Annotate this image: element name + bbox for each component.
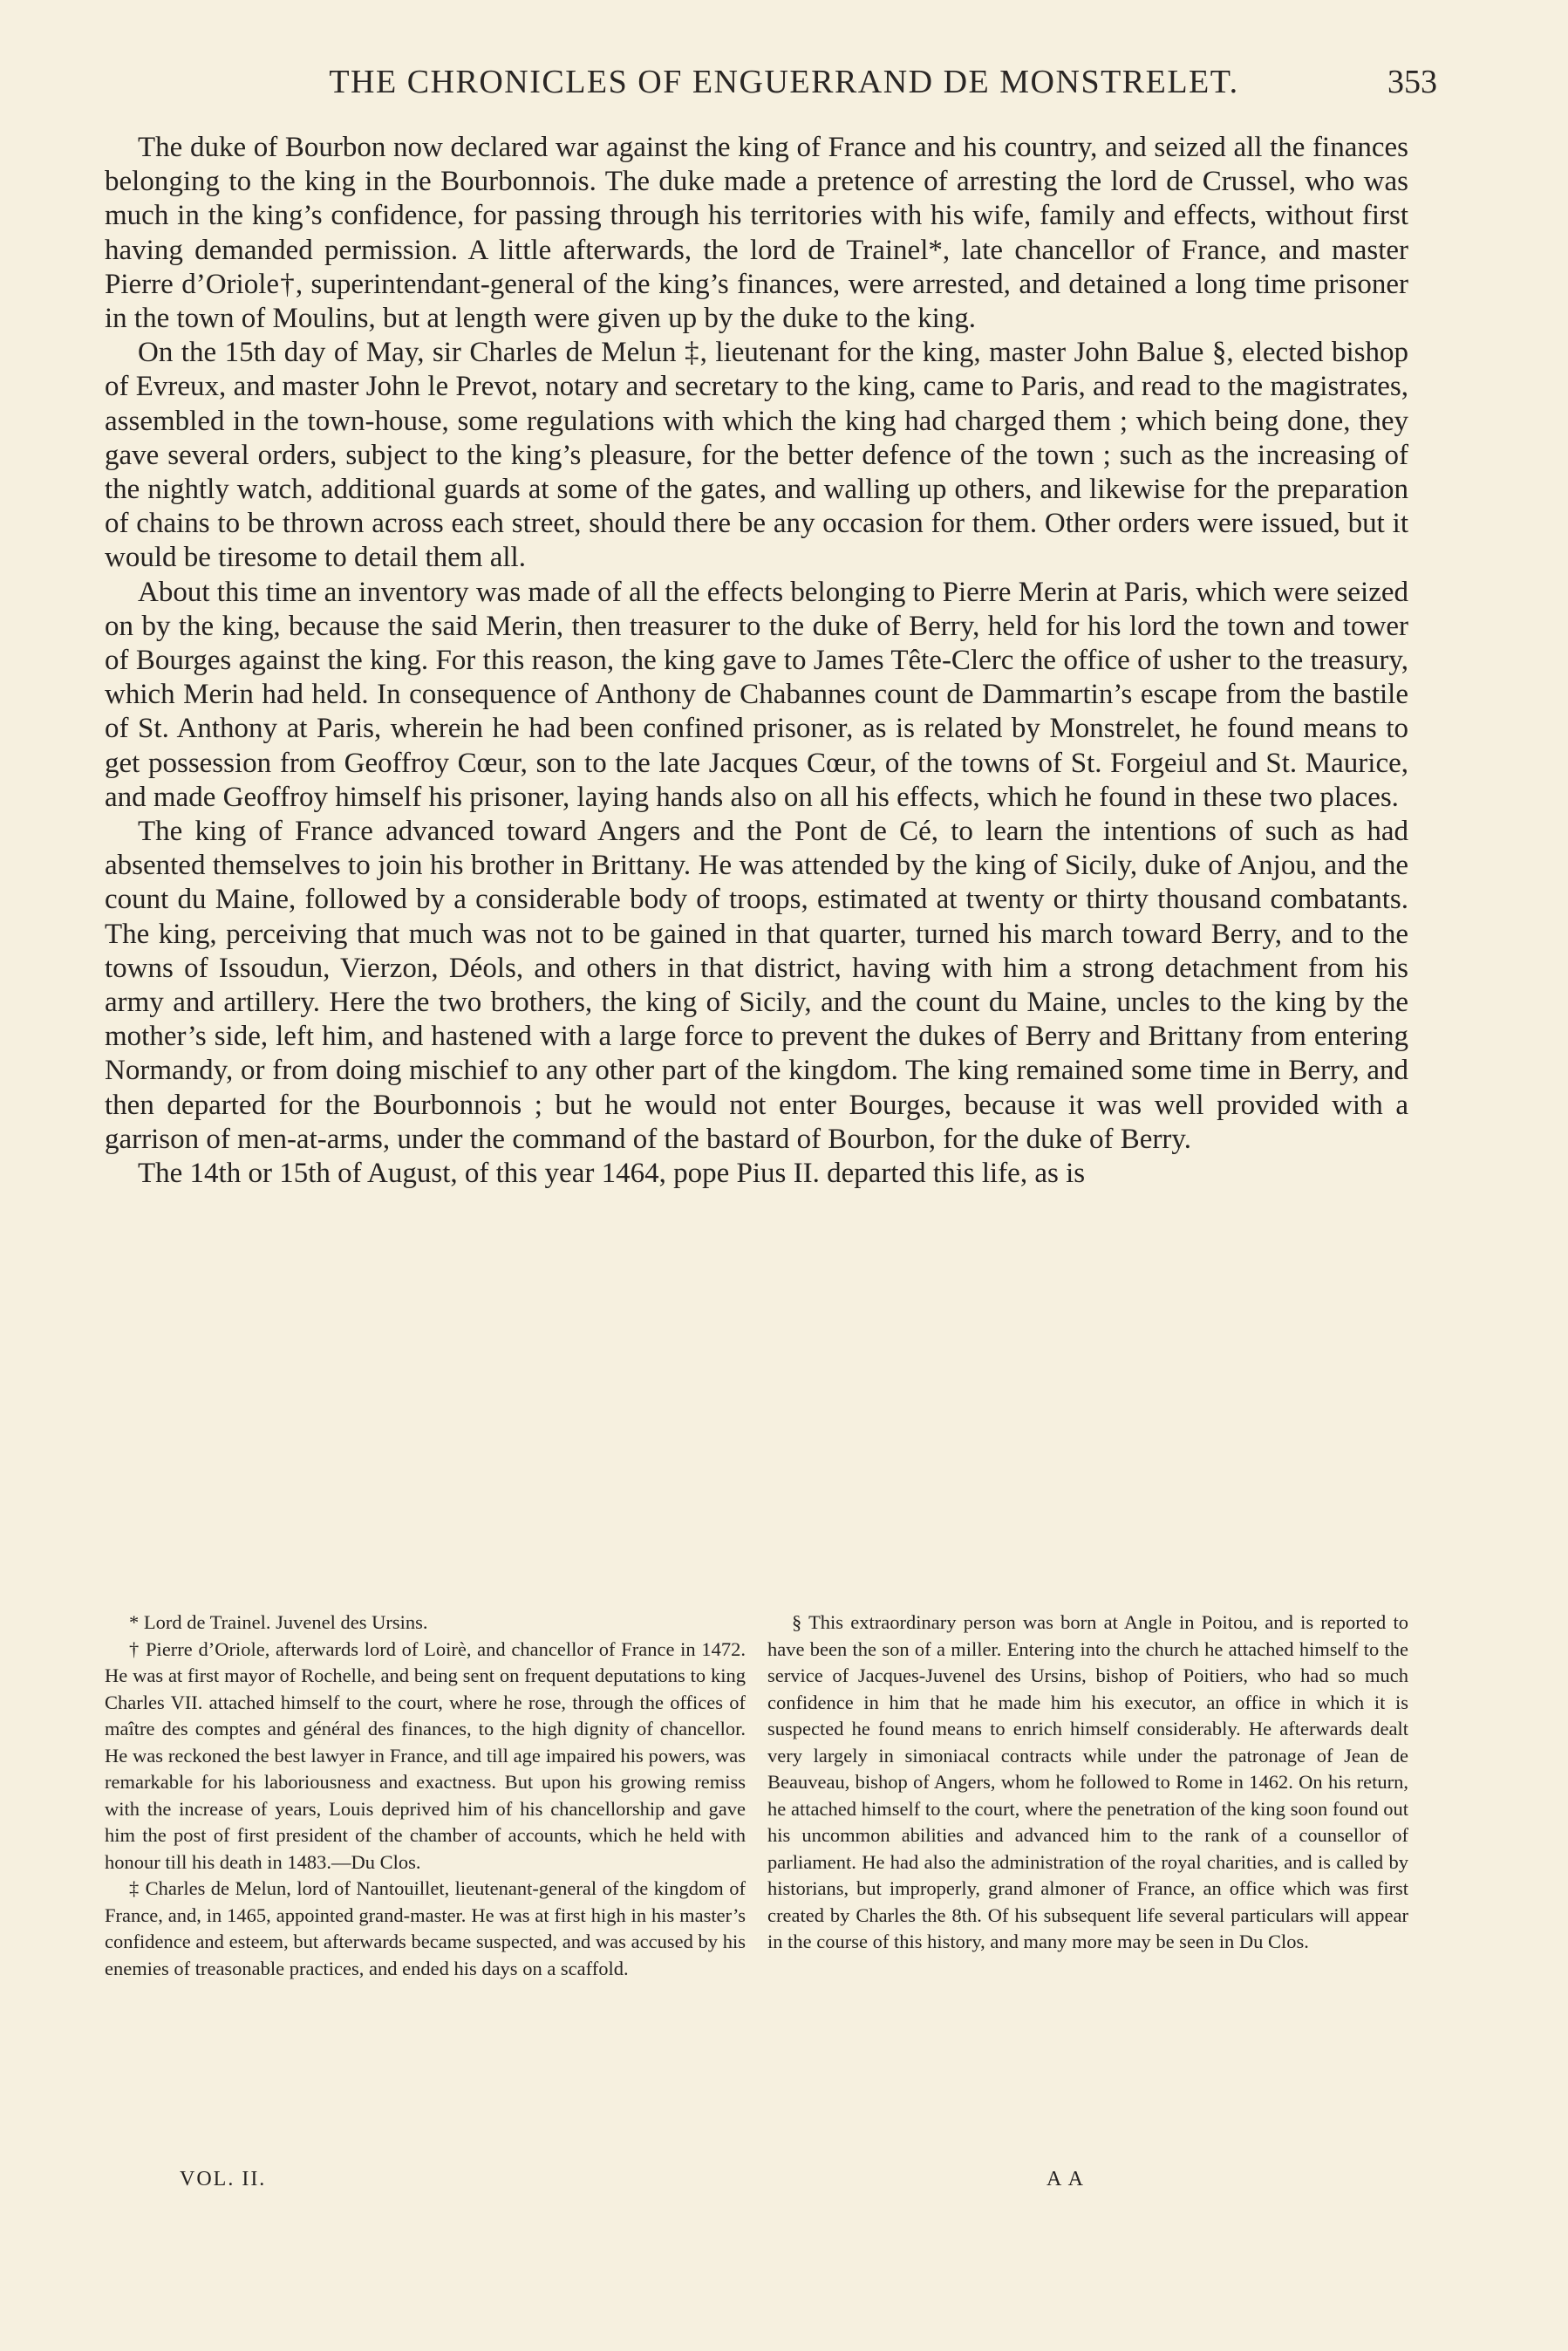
footnotes-right-column [767, 1609, 1408, 1982]
paragraph: On the 15th day of May, sir Charles de Melun ‡, lieutenant for the king, master John Balue §, elected bishop of Evreux, and master John le Prevot, notary and secretary to the king, came to Paris, and read to the magistrates, assembled in the town-house, some regulations with which the king had charged them ; which being done, they gave several orders, subject to the king’s pleasure, for the better defence of the town ; such as the increasing of the nightly watch, additional guards at some of the gates, and walling up others, and likewise for the preparation of chains to be thrown across each street, should there be any occasion for them. Other orders were issued, but it would be tiresome to detail them all. [105, 337, 1408, 574]
footnote: * Lord de Trainel. Juvenel des Ursins. [129, 1611, 428, 1633]
paragraph: The king of France advanced toward Angers and the Pont de Cé, to learn the intentions of such as had absented themselves to join his brother in Brittany. He was attended by the king of Sicily, duke of Anjou, and the count du Maine, followed by a considerable body of troops, estimated at twenty or thirty thousand combatants. The king, perceiving that much was not to be gained in that quarter, turned his march toward Berry, and to the towns of Issoudun, Vierzon, Déols, and others in that district, having with him a strong detachment from his army and artillery. Here the two brothers, the king of Sicily, and the count du Maine, uncles to the king by the mother’s side, left him, and hastened with a large force to prevent the dukes of Berry and Brittany from entering Normandy, or from doing mischief to any other part of the kingdom. The king remained some time in Berry, and then departed for the Bourbonnois ; but he would not enter Bourges, because it was well provided with a garrison of men-at-arms, under the command of the bastard of Bourbon, for the duke of Berry. [105, 816, 1408, 1155]
page-number: 353 [1387, 64, 1437, 100]
running-title: THE CHRONICLES OF ENGUERRAND DE MONSTRELET. [329, 64, 1239, 100]
signature-line [105, 2168, 1408, 2203]
footnote: § This extraordinary person was born at Angle in Poitou, and is reported to have been the son of a miller. Entering into the church he attached himself to the service of Jacques-Juvenel des Ursins, bishop of Poitiers, who had so much confidence in him that he made him his executor, an office in which it is suspected he found means to enrich himself considerably. He afterwards dealt very largely in simoniacal contracts while under the patronage of Jean de Beauveau, bishop of Angers, whom he followed to Rome in 1462. On his return, he attached himself to the court, where the penetration of the king soon found out his uncommon abilities and advanced him to the rank of a counsellor of parliament. He had also the administration of the royal charities, and is called by historians, but improperly, grand almoner of France, an office which was first created by Charles the 8th. Of his subsequent life several particulars will appear in the course of this history, and many more may be seen in Du Clos. [767, 1611, 1408, 1952]
footnotes-left-column [105, 1609, 746, 1982]
running-head [0, 63, 1568, 106]
paragraph: About this time an inventory was made of all the effects belonging to Pierre Merin at Paris, which were seized on by the king, because the said Merin, then treasurer to the duke of Berry, held for his lord the town and tower of Bourges against the king. For this reason, the king gave to James Tête-Clerc the office of usher to the treasury, which Merin had held. In consequence of Anthony de Chabannes count de Dammartin’s escape from the bastile of St. Anthony at Paris, wherein he had been confined prisoner, as is related by Monstrelet, he found means to get possession from Geoffroy Cœur, son to the late Jacques Cœur, of the towns of St. Forgeiul and St. Maurice, and made Geoffroy himself his prisoner, laying hands also on all his effects, which he found in these two places. [105, 576, 1408, 813]
signature-mark: A A [1046, 2168, 1086, 2190]
paragraph: The 14th or 15th of August, of this year 1464, pope Pius II. departed this life, as is [138, 1158, 1086, 1190]
main-text [105, 131, 1408, 1191]
paragraph: The duke of Bourbon now declared war against the king of France and his country, and seized all the finances belonging to the king in the Bourbonnois. The duke made a pretence of arresting the lord de Crussel, who was much in the king’s confidence, for passing through his territories with his wife, family and effects, without first having demanded permission. A little afterwards, the lord de Trainel*, late chancellor of France, and master Pierre d’Oriole†, superintendant-general of the king’s finances, were arrested, and detained a long time prisoner in the town of Moulins, but at length were given up by the duke to the king. [105, 132, 1408, 335]
footnote: ‡ Charles de Melun, lord of Nantouillet, lieutenant-general of the kingdom of France, and, in 1465, appointed grand-master. He was at first high in his master’s confidence and esteem, but afterwards became suspected, and was accused by his enemies of treasonable practices, and ended his days on a scaffold. [105, 1877, 746, 1979]
footnotes [105, 1609, 1408, 1982]
footnote: † Pierre d’Oriole, afterwards lord of Loirè, and chancellor of France in 1472. He was at first mayor of Rochelle, and being sent on frequent deputations to king Charles VII. attached himself to the court, where he rose, through the offices of maître des comptes and général des finances, to the high dignity of chancellor. He was reckoned the best lawyer in France, and till age impaired his powers, was remarkable for his laboriousness and exactness. But upon his growing remiss with the increase of years, Louis deprived him of his chancellorship and gave him the post of first president of the chamber of accounts, which he held with honour till his death in 1483.—Du Clos. [105, 1637, 746, 1873]
volume-label: VOL. II. [180, 2168, 267, 2190]
